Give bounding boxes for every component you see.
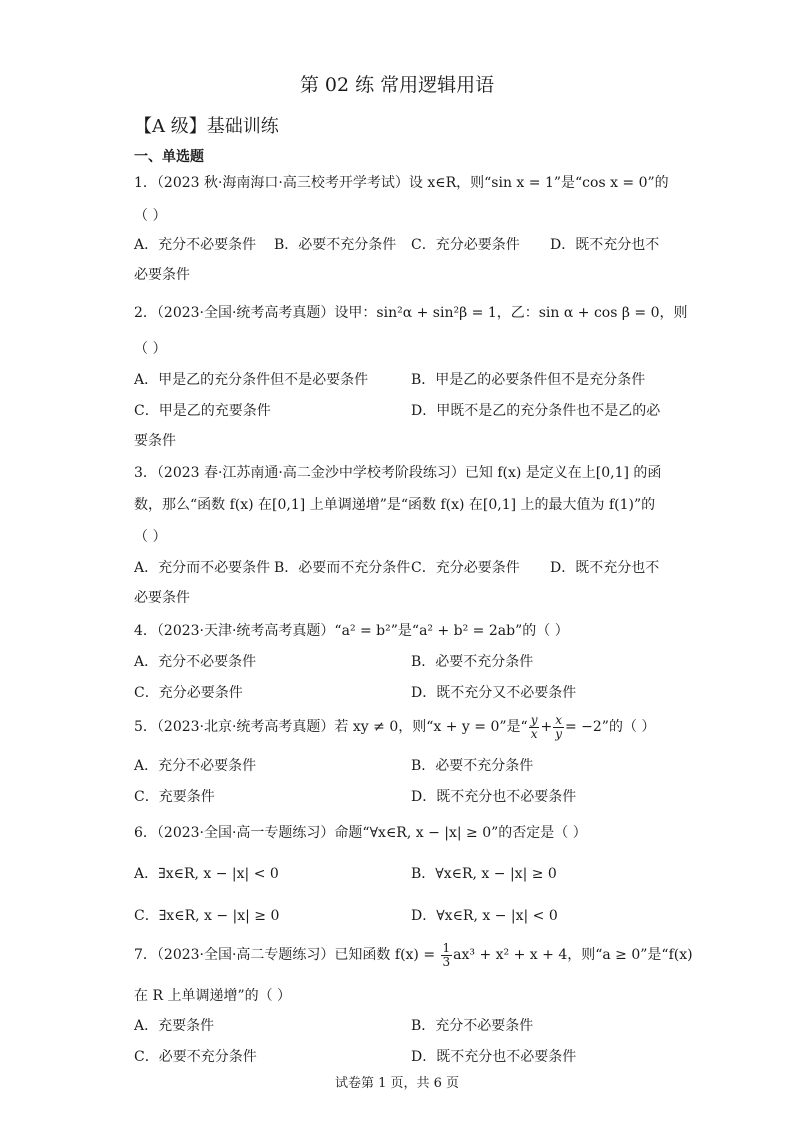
question-7-stem-line2: 在 R 上单调递增”的（ ） <box>134 988 292 1004</box>
question-2-option-d: D．甲既不是乙的充分条件也不是乙的必 <box>411 403 661 419</box>
question-1-option-c: C．充分必要条件 <box>411 237 520 253</box>
fraction-x-over-y: $\frac{x}{y}$ <box>555 712 562 741</box>
question-5-stem-post: = −2”的（ ） <box>564 719 656 735</box>
question-2-option-b: B．甲是乙的必要条件但不是充分条件 <box>411 372 646 388</box>
question-5-option-a: A．充分不必要条件 <box>134 758 257 774</box>
question-2-option-a: A．甲是乙的充分条件但不是必要条件 <box>134 372 369 388</box>
question-2-stem: 2．（2023·全国·统考高考真题）设甲：sin²α + sin²β = 1，乙：sin α + cos β = 0，则 <box>134 305 688 321</box>
question-3-blank: （ ） <box>134 529 167 545</box>
plus-sign: + <box>540 719 553 735</box>
question-6-option-c: C．∃x∈R, x − |x| ≥ 0 <box>134 908 280 924</box>
question-3-option-a: A．充分而不必要条件 <box>134 560 271 576</box>
question-3-option-d-cont: 必要条件 <box>134 590 190 606</box>
question-2-option-d-cont: 要条件 <box>134 433 176 449</box>
question-5-stem <box>134 713 655 741</box>
section-heading: 一、单选题 <box>134 149 204 165</box>
question-7-option-b: B．充分不必要条件 <box>411 1018 534 1034</box>
question-3-option-b: B．必要而不充分条件 <box>274 560 411 576</box>
question-7-option-c: C．必要不充分条件 <box>134 1049 257 1065</box>
question-3-option-c: C．充分必要条件 <box>411 560 520 576</box>
question-2-blank: （ ） <box>134 341 167 357</box>
question-3-stem-line1: 3．（2023 春·江苏南通·高二金沙中学校考阶段练习）已知 f(x) 是定义在上[0,1] 的函 <box>134 465 662 481</box>
question-6-option-b: B．∀x∈R, x − |x| ≥ 0 <box>411 866 557 882</box>
question-4-option-a: A．充分不必要条件 <box>134 654 257 670</box>
fraction-one-third: $\frac{1}{3}$ <box>442 940 451 969</box>
level-heading: 【A 级】基础训练 <box>134 116 279 137</box>
question-5-option-c: C．充要条件 <box>134 789 215 805</box>
page-title: 第 02 练 常用逻辑用语 <box>299 74 495 96</box>
question-1-option-b: B．必要不充分条件 <box>274 237 397 253</box>
question-4-option-c: C．充分必要条件 <box>134 685 243 701</box>
question-5-option-b: B．必要不充分条件 <box>411 758 534 774</box>
question-7-option-a: A．充要条件 <box>134 1018 215 1034</box>
question-4-option-d: D．既不充分又不必要条件 <box>411 685 577 701</box>
question-4-option-b: B．必要不充分条件 <box>411 654 534 670</box>
question-1-stem: 1．（2023 秋·海南海口·高三校考开学考试）设 x∈R，则“sin x = 1”是“cos x = 0”的 <box>134 175 669 191</box>
question-3-stem-line2: 数，那么“函数 f(x) 在[0,1] 上单调递增”是“函数 f(x) 在[0,1] 上的最大值为 f(1)”的 <box>134 497 656 513</box>
question-7-stem <box>134 941 693 969</box>
question-4-stem: 4．（2023·天津·统考高考真题）“a² = b²”是“a² + b² = 2ab”的（ ） <box>134 623 569 639</box>
question-1-option-d-cont: 必要条件 <box>134 267 190 283</box>
question-1-option-d: D．既不充分也不 <box>550 237 660 253</box>
question-6-stem: 6．（2023·全国·高一专题练习）命题“∀x∈R, x − |x| ≥ 0”的否定是（ ） <box>134 825 587 841</box>
question-1-option-a: A．充分不必要条件 <box>134 237 257 253</box>
question-6-option-d: D．∀x∈R, x − |x| < 0 <box>411 908 558 924</box>
question-5-stem-pre: 5．（2023·北京·统考高考真题）若 xy ≠ 0，则“x + y = 0”是“ <box>134 719 528 735</box>
question-7-stem-post: ax³ + x² + x + 4，则“a ≥ 0”是“f(x) <box>453 947 693 963</box>
question-5-option-d: D．既不充分也不必要条件 <box>411 789 577 805</box>
question-1-blank: （ ） <box>134 208 167 224</box>
question-3-option-d: D．既不充分也不 <box>550 560 660 576</box>
fraction-y-over-x: $\frac{y}{x}$ <box>530 712 538 741</box>
page-footer: 试卷第 1 页，共 6 页 <box>334 1076 460 1091</box>
question-6-option-a: A．∃x∈R, x − |x| < 0 <box>134 866 279 882</box>
question-7-stem-pre: 7．（2023·全国·高二专题练习）已知函数 f(x) = <box>134 947 440 963</box>
question-7-option-d: D．既不充分也不必要条件 <box>411 1049 577 1065</box>
question-2-option-c: C．甲是乙的充要条件 <box>134 403 271 419</box>
